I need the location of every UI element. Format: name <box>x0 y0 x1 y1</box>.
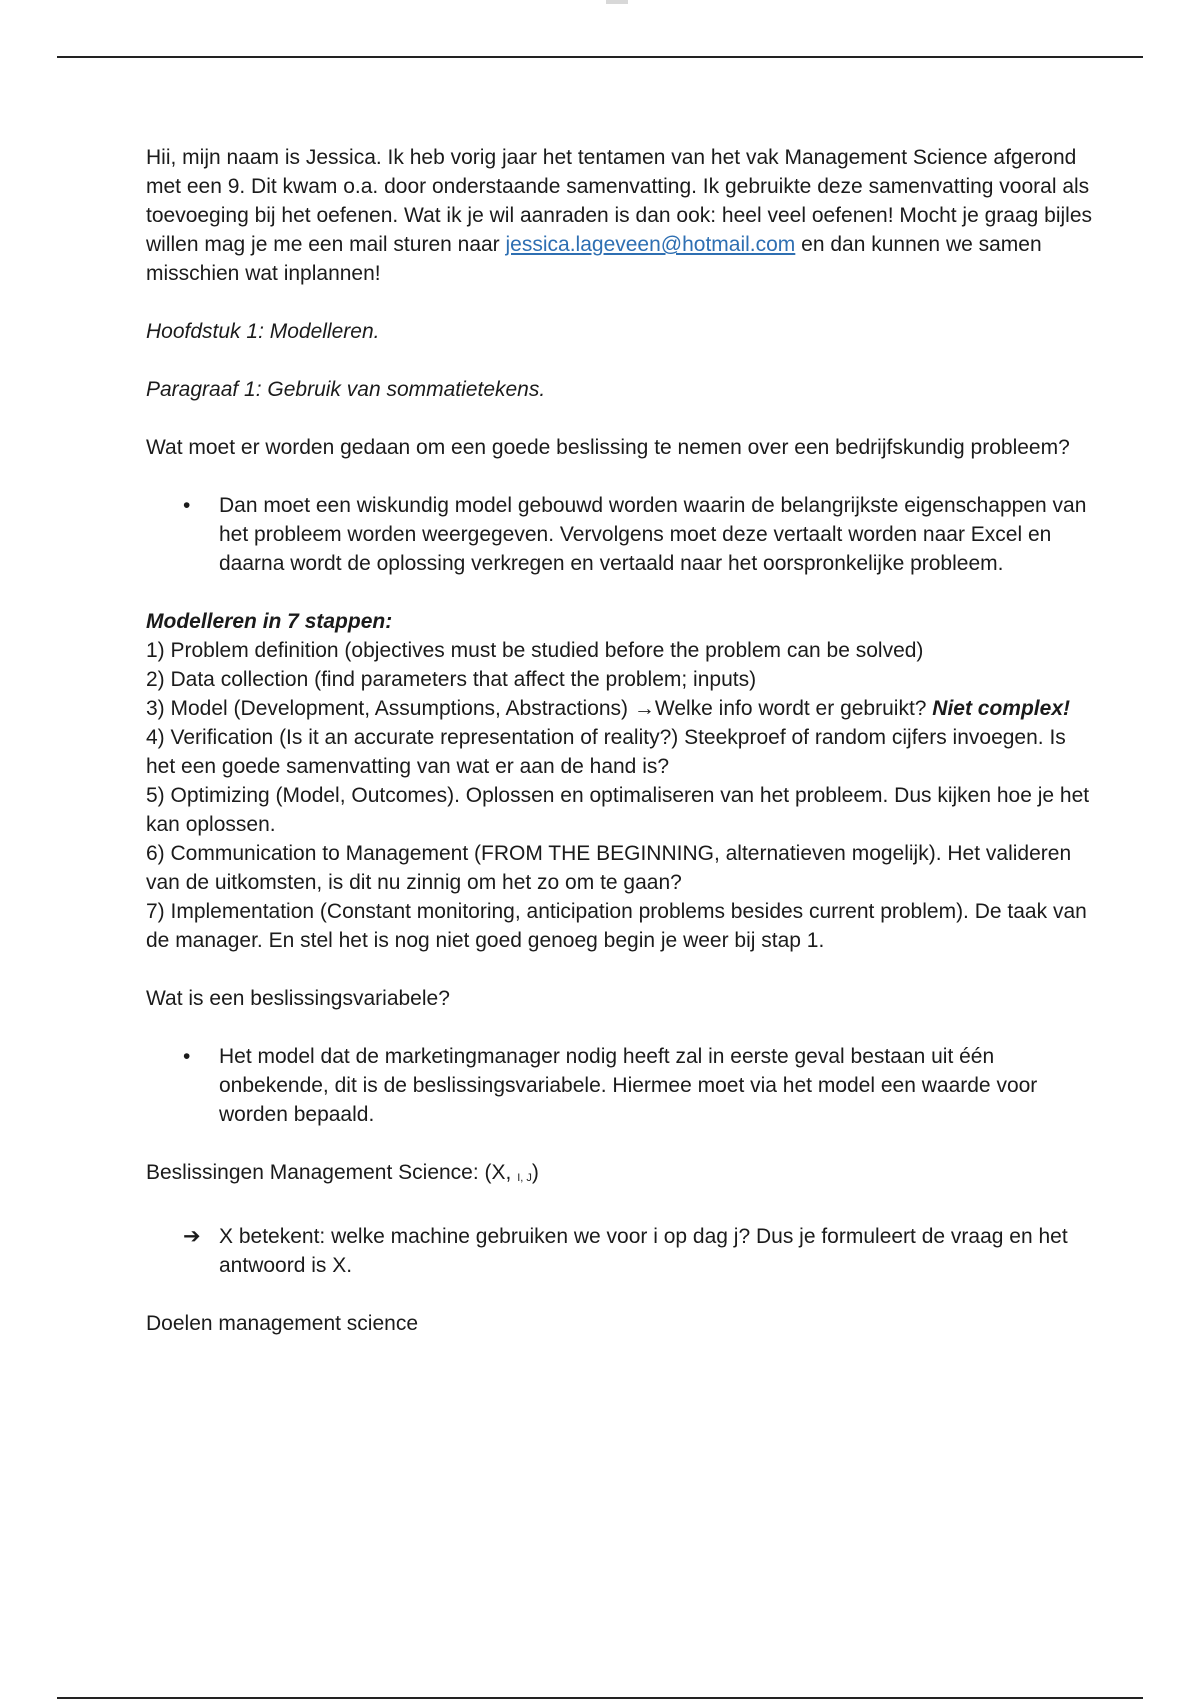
spacer <box>146 955 1092 984</box>
chapter-title: Hoofdstuk 1: Modelleren. <box>146 320 380 343</box>
steps-block <box>146 607 1092 955</box>
arrow-item <box>183 1222 1092 1280</box>
steps-heading: Modelleren in 7 stappen: <box>146 610 393 633</box>
step-3-text: 3) Model (Development, Assumptions, Abstractions) →Welke info wordt er gebruikt? <box>146 697 933 720</box>
step-7: 7) Implementation (Constant monitoring, anticipation problems besides current problem). De taak van de manager. En stel het is nog niet goed genoeg begin je weer bij stap 1. <box>146 900 1087 952</box>
bullet-item-2 <box>183 1042 1092 1129</box>
arrow-right-icon: ➔ <box>183 1225 201 1248</box>
decisions-line <box>146 1158 1092 1193</box>
step-4: 4) Verification (Is it an accurate representation of reality?) Steekproef of random cijfers invoegen. Is het een goede samenvatting van wat er aan de hand is? <box>146 726 1066 778</box>
step-5: 5) Optimizing (Model, Outcomes). Oplossen en optimaliseren van het probleem. Dus kijken hoe je het kan oplossen. <box>146 784 1090 836</box>
email-link[interactable]: jessica.lageveen@hotmail.com <box>505 233 796 256</box>
paragraph-title: Paragraaf 1: Gebruik van sommatietekens. <box>146 378 546 401</box>
goals-title: Doelen management science <box>146 1312 418 1335</box>
bullet-item-1 <box>183 491 1092 578</box>
step-3 <box>146 694 1092 723</box>
question-1: Wat moet er worden gedaan om een goede beslissing te nemen over een bedrijfskundig probleem? <box>146 436 1070 459</box>
question-2: Wat is een beslissingsvariabele? <box>146 987 450 1010</box>
step-3-emphasis: Niet complex! <box>932 697 1070 720</box>
step-1: 1) Problem definition (objectives must be studied before the problem can be solved) <box>146 639 924 662</box>
document-body <box>146 143 1092 1338</box>
intro-text: Hii, mijn naam is Jessica. Ik heb vorig jaar het tentamen van het vak Management Science afgerond met een 9. Dit kwam o.a. door onderstaande samenvatting. Ik gebruikte deze samenvatting vooral als toevoeging bij het oefenen. Wat ik je wil aanraden is dan ook: heel veel oefenen! Mocht je graag bijles willen mag je me een mail sturen naar <box>146 146 1092 256</box>
intro-text-end: en dan kunnen we samen misschien wat inplannen! <box>146 233 1042 285</box>
step-2: 2) Data collection (find parameters that affect the problem; inputs) <box>146 668 757 691</box>
decisions-close: ) <box>531 1161 539 1184</box>
decisions-label: Beslissingen Management Science: (X, <box>146 1161 512 1184</box>
decisions-subscript: I, J <box>517 1172 532 1184</box>
bullet-icon: • <box>183 494 191 517</box>
bullet-icon: • <box>183 1045 191 1068</box>
header-rule <box>57 56 1143 58</box>
footer-rule <box>57 1697 1143 1699</box>
arrow-item-text: X betekent: welke machine gebruiken we voor i op dag j? Dus je formuleert de vraag en het antwoord is X. <box>219 1225 1068 1277</box>
page-marker <box>606 0 628 4</box>
bullet-text: Het model dat de marketingmanager nodig heeft zal in eerste geval bestaan uit één onbekende, dit is de beslissingsvariabele. Hiermee moet via het model een waarde voor worden bepaald. <box>219 1045 1038 1126</box>
step-6: 6) Communication to Management (FROM THE BEGINNING, alternatieven mogelijk). Het valideren van de uitkomsten, is dit nu zinnig om het zo om te gaan? <box>146 842 1072 894</box>
bullet-text: Dan moet een wiskundig model gebouwd worden waarin de belangrijkste eigenschappen van het probleem worden weergegeven. Vervolgens moet deze vertaalt worden naar Excel en daarna wordt de oplossing verkregen en vertaald naar het oorspronkelijke probleem. <box>219 494 1087 575</box>
intro-paragraph <box>146 143 1092 288</box>
